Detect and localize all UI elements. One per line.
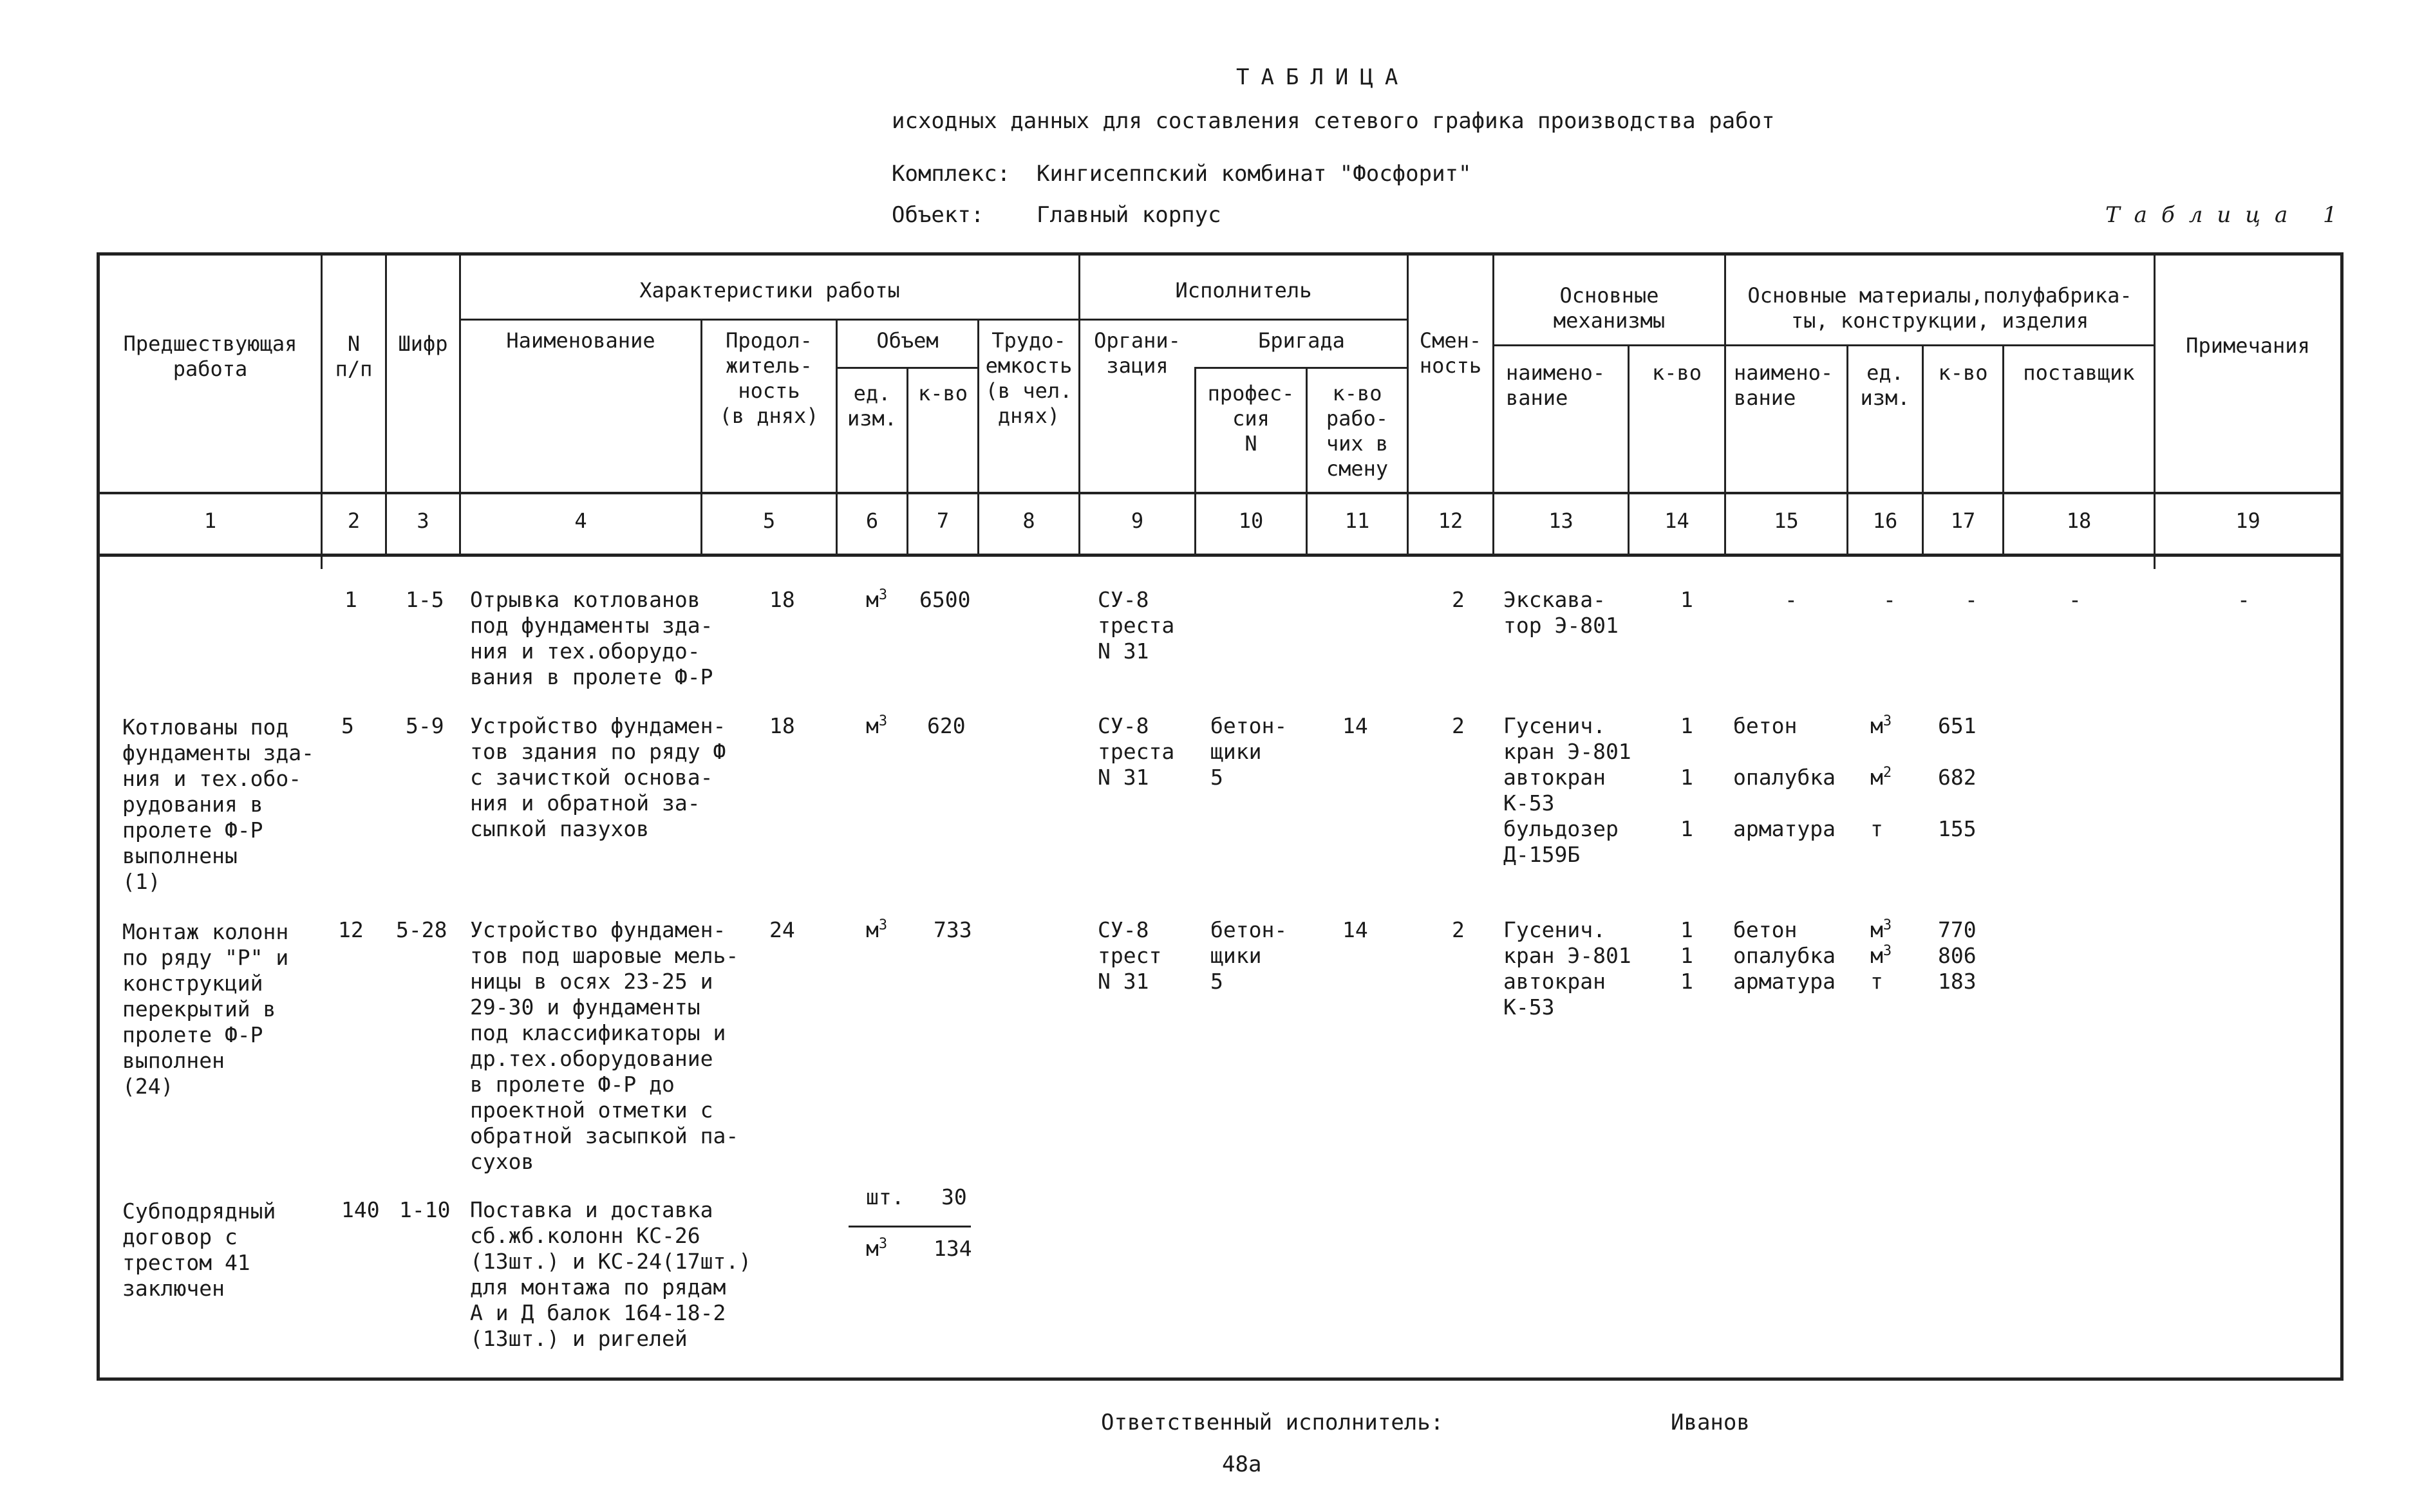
header-work-chars: Характеристики работы xyxy=(639,278,900,303)
complex-label: Комплекс: xyxy=(892,161,1011,187)
fraction-line xyxy=(849,1226,971,1227)
header-name: Наименование xyxy=(506,328,655,353)
responsible-name: Иванов xyxy=(1671,1410,1750,1435)
header-mat-qty: к-во xyxy=(1938,360,1988,385)
header-executor: Исполнитель xyxy=(1175,278,1312,303)
header-workers: к-во рабо- чих в смену xyxy=(1326,381,1389,481)
header-supplier: поставщик xyxy=(2023,360,2135,385)
header-prev-work: Предшествующая работа xyxy=(123,331,297,381)
header-labor: Трудо- емкость (в чел. днях) xyxy=(985,328,1073,428)
header-profession: профес- сия N xyxy=(1207,381,1295,456)
table-heading: ТАБЛИЦА xyxy=(1236,64,1410,90)
header-volume: Объем xyxy=(876,328,939,353)
header-materials: Основные материалы,полуфабрика- ты, конструкции, изделия xyxy=(1747,283,2132,333)
header-mech-name: наимено- вание xyxy=(1506,360,1606,410)
header-num: N п/п xyxy=(335,331,373,381)
header-mat-unit: ед. изм. xyxy=(1860,360,1910,410)
responsible-label: Ответственный исполнитель: xyxy=(1101,1410,1444,1435)
complex-value: Кингисеппский комбинат "Фосфорит" xyxy=(1037,161,1472,187)
object-value: Главный корпус xyxy=(1037,202,1221,228)
header-notes: Примечания xyxy=(2186,333,2310,358)
header-shifts: Смен- ность xyxy=(1419,328,1482,378)
header-org: Органи- зация xyxy=(1094,328,1181,378)
header-unit: ед. изм. xyxy=(847,381,897,431)
header-qty: к-во xyxy=(917,381,968,406)
header-code: Шифр xyxy=(398,331,448,356)
header-mat-name: наимено- вание xyxy=(1734,360,1834,410)
header-duration: Продол- житель- ность (в днях) xyxy=(719,328,819,428)
table-number: Таблица 1 xyxy=(2105,202,2351,228)
page-number: 48а xyxy=(1222,1451,1262,1477)
header-mechanisms: Основные механизмы xyxy=(1553,283,1666,333)
object-label: Объект: xyxy=(892,202,984,228)
header-mech-qty: к-во xyxy=(1651,360,1702,385)
header-brigade: Бригада xyxy=(1258,328,1345,353)
table-subtitle: исходных данных для составления сетевого графика производства работ xyxy=(892,108,1775,134)
